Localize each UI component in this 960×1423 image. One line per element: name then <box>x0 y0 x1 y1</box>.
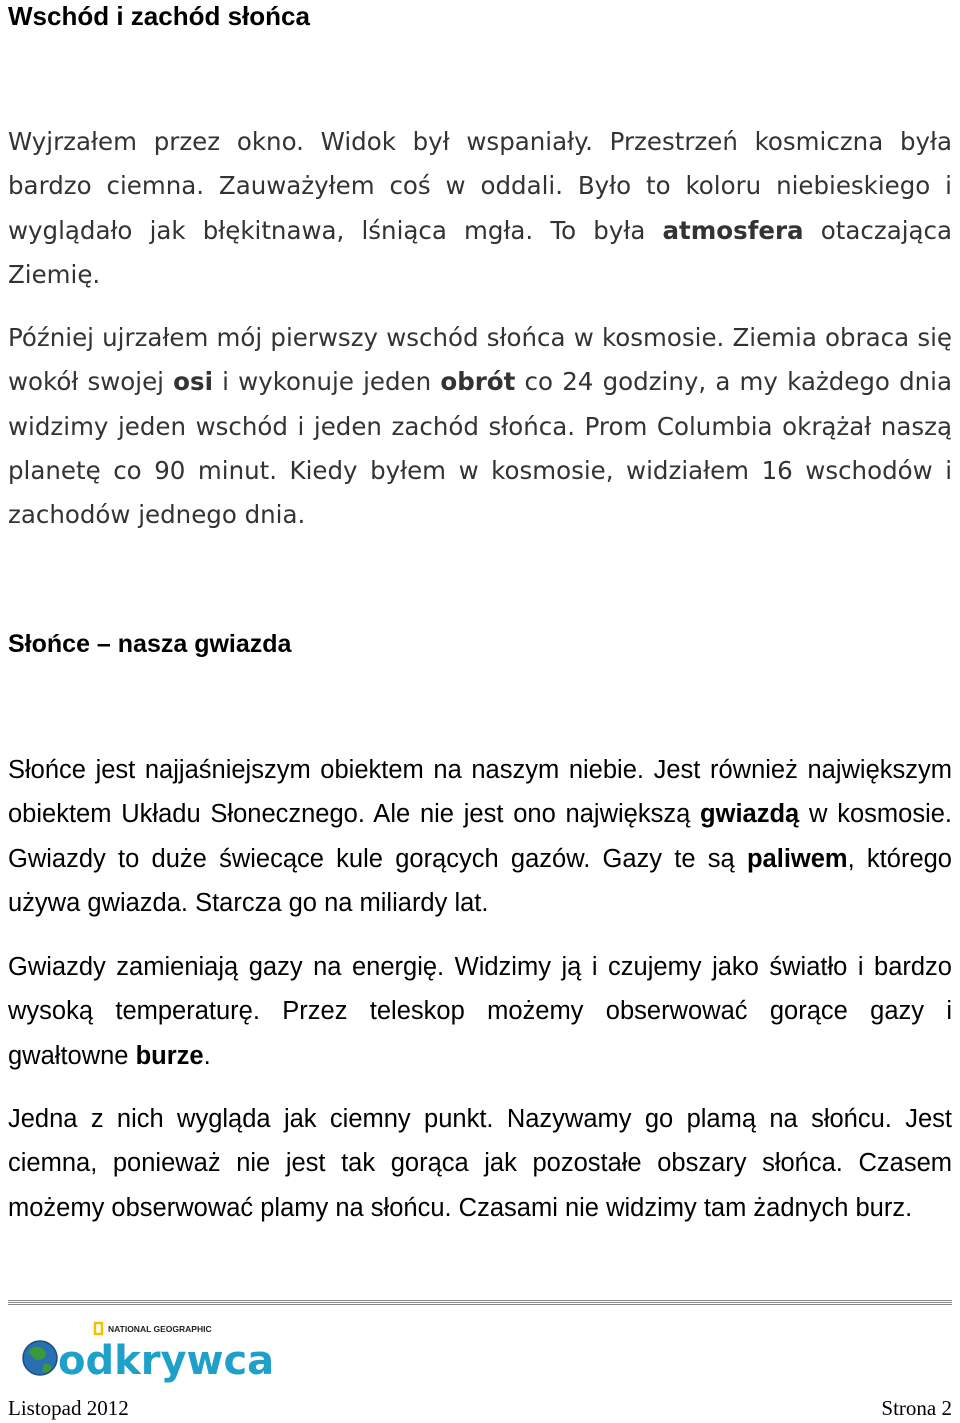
brand-text: NATIONAL GEOGRAPHIC <box>108 1324 212 1334</box>
bold-term: osi <box>173 367 213 397</box>
text-run: . <box>203 1041 211 1070</box>
footer-page-number: Strona 2 <box>881 1396 952 1420</box>
text-run: i wykonuje jeden <box>212 367 441 397</box>
text-run: Słońce jest najjaśniejszym obiektem na naszym niebie. Jest również największym obiektem Układu Słonecznego. Ale nie jest ono największą <box>8 756 952 829</box>
paragraph-sunrise <box>8 316 952 537</box>
footer-divider <box>8 1300 952 1306</box>
odkrywca-logo <box>20 1322 275 1384</box>
paragraph-energy <box>8 945 952 1078</box>
paragraph-sun <box>8 748 952 925</box>
bold-term: obrót <box>440 367 516 397</box>
section-heading: Słońce – nasza gwiazda <box>8 630 292 658</box>
text-run: w kosmosie. Gwiazdy to duże świecące kule gorących gazów. Gazy te są <box>8 800 952 873</box>
text-run: otaczająca Ziemię. <box>8 215 953 289</box>
paragraph-sunspots <box>8 1097 952 1230</box>
logo-name: odkrywca <box>58 1338 275 1384</box>
text-run: Jedna z nich wygląda jak ciemny punkt. Nazywamy go plamą na słońcu. Jest ciemna, ponieważ nie jest tak gorąca jak pozostałe obszary słońca. Czasem możemy obserwować plamy na słońcu. Czasami nie widzimy tam żadnych burz. <box>8 1105 952 1222</box>
bold-term: atmosfera <box>662 215 804 245</box>
footer-date: Listopad 2012 <box>8 1396 129 1420</box>
page-title: Wschód i zachód słońca <box>8 1 310 31</box>
bold-term: burze <box>135 1041 204 1070</box>
text-run: Gwiazdy zamieniają gazy na energię. Widzimy ją i czujemy jako światło i bardzo wysoką temperaturę. Przez teleskop możemy obserwować gorące gazy i gwałtowne <box>8 953 952 1070</box>
text-run: , którego używa gwiazda. Starcza go na miliardy lat. <box>8 844 952 917</box>
paragraph-intro <box>8 120 952 297</box>
text-run: Ziemia obraca się wokół swojej <box>8 323 952 397</box>
bold-term: paliwem <box>746 844 848 873</box>
text-run: co 24 godziny, a my każdego dnia widzimy jeden wschód i jeden zachód słońca. Prom Columbia okrążał naszą planetę co 90 minut. Kiedy byłem w kosmosie, widziałem 16 wschodów i zachodów jednego dnia. <box>8 367 952 530</box>
text-run: Wyjrzałem przez okno. Widok był wspaniały. Przestrzeń kosmiczna była bardzo ciemna. Zauważyłem coś w oddali. Było to koloru niebieskiego i wyglądało jak błękitnawa, lśniąca mgła. To była <box>8 127 952 245</box>
text-run: Później ujrzałem mój pierwszy wschód słońca w kosmosie. <box>8 323 733 352</box>
bold-term: gwiazdą <box>700 800 800 829</box>
